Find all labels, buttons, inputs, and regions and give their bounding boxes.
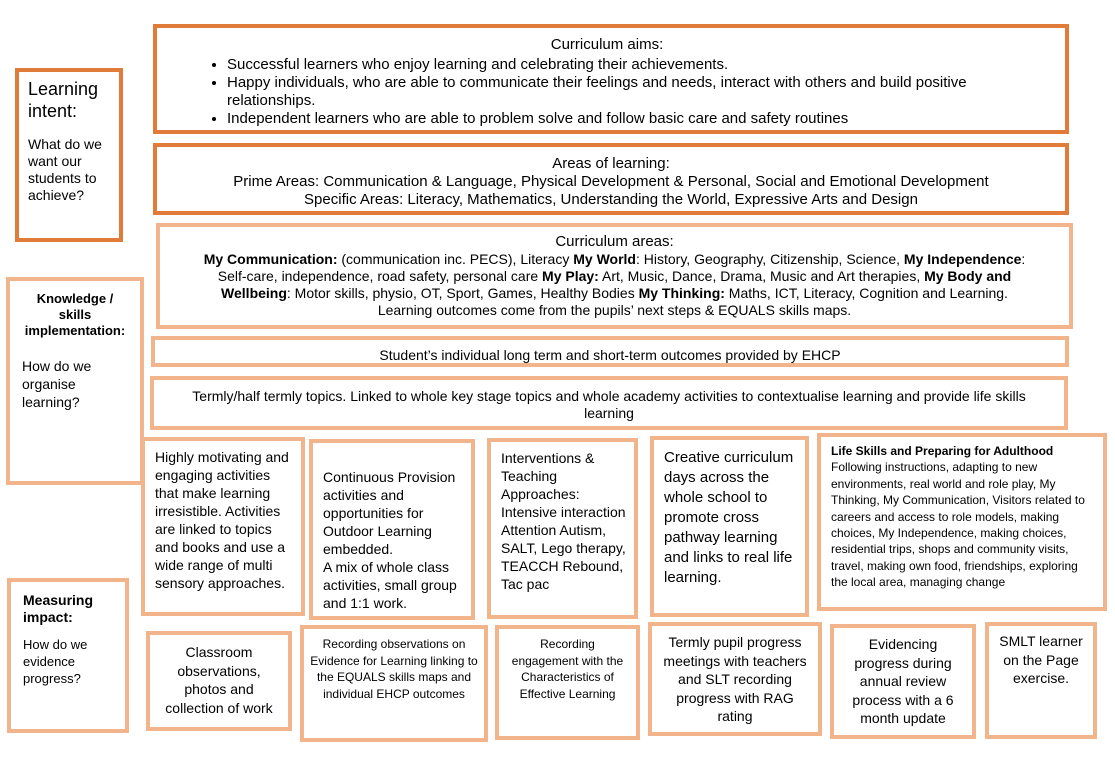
aims-item: • Happy individuals, who are able to communicate their feelings and needs, interact with others and build positive relationships.	[227, 74, 1047, 110]
curriculum-areas-box	[156, 223, 1073, 329]
implementation-question: How do we organise learning?	[22, 358, 92, 410]
impact-card	[985, 622, 1097, 739]
my-world-label: My World	[573, 251, 636, 267]
my-thinking-label: My Thinking:	[638, 285, 725, 301]
my-communication-label: My Communication:	[203, 251, 338, 267]
my-communication-text: (communication inc. PECS), Literacy	[337, 251, 574, 267]
impact-card-text: SMLT learner on the Page exercise.	[999, 633, 1083, 686]
implementation-card	[487, 438, 638, 619]
my-world-text: : History, Geography, Citizenship, Science,	[635, 251, 904, 267]
impact-card	[300, 625, 488, 742]
implementation-card-text: Highly motivating and engaging activities that make learning irresistible. Activities are linked to topics and books and use a wide range of multi sensory approaches.	[155, 449, 289, 591]
learning-intent-box	[15, 68, 123, 242]
curriculum-aims-box	[153, 24, 1069, 134]
specific-areas: Specific Areas: Literacy, Mathematics, Understanding the World, Expressive Arts and Design	[304, 191, 918, 208]
impact-card	[495, 625, 640, 740]
areas-of-learning-box	[153, 143, 1069, 215]
my-play-text: Art, Music, Dance, Drama, Music and Art therapies,	[598, 268, 925, 284]
impact-card-text: Termly pupil progress meetings with teachers and SLT recording progress with RAG rating	[663, 634, 807, 724]
my-play-label: My Play:	[542, 268, 599, 284]
aims-item: • Independent learners who are able to problem solve and follow basic care and safety routines	[227, 110, 1047, 128]
prime-areas: Prime Areas: Communication & Language, Physical Development & Personal, Social and Emotional Development	[233, 173, 989, 190]
implementation-title: Knowledge / skills implementation:	[24, 291, 126, 338]
my-independence-text: : Self-care, independence, road safety, personal care	[217, 251, 1026, 284]
aims-item: • Successful learners who enjoy learning and celebrating their achievements.	[227, 56, 1047, 74]
curriculum-aims-heading: Curriculum aims:	[550, 36, 664, 53]
implementation-card-text: Continuous Provision activities and opportunities for Outdoor Learning embedded. A mix of whole class activities, small group and 1:1 work.	[323, 469, 457, 611]
life-skills-title: Life Skills and Preparing for Adulthood	[831, 444, 1054, 458]
impact-card-text: Recording observations on Evidence for Learning linking to the EQUALS skills maps and individual EHCP outcomes	[310, 637, 478, 701]
life-skills-box	[817, 433, 1107, 611]
ehcp-outcomes-box	[151, 336, 1069, 367]
my-body-label: My Body and Wellbeing	[221, 268, 1012, 301]
measuring-impact-box	[7, 578, 129, 733]
impact-question: How do we evidence progress?	[23, 637, 88, 686]
implementation-card-text: Interventions & Teaching Approaches: Intensive interaction Attention Autism, SALT, Lego therapy, TEACCH Rebound, Tac pac	[501, 450, 626, 592]
impact-card	[830, 624, 976, 739]
my-independence-label: My Independence	[903, 251, 1022, 267]
curriculum-areas-text	[200, 251, 1029, 319]
my-body-text: : Motor skills, physio, OT, Sport, Games, Healthy Bodies	[286, 285, 639, 301]
learning-intent-title: Learning intent:	[28, 79, 99, 121]
impact-card-text: Classroom observations, photos and collection of work	[165, 644, 273, 716]
impact-card	[648, 622, 822, 736]
ehcp-outcomes-text: Student’s individual long term and short-term outcomes provided by EHCP	[379, 347, 841, 363]
learning-intent-question: What do we want our students to achieve?	[28, 136, 102, 203]
implementation-box	[6, 277, 144, 485]
impact-card-text: Evidencing progress during annual review process with a 6 month update	[852, 636, 954, 726]
impact-card	[146, 631, 292, 731]
my-thinking-text: Maths, ICT, Literacy, Cognition and Learning. Learning outcomes come from the pupils’ next steps & EQUALS skills maps.	[377, 285, 1008, 318]
impact-title: Measuring impact:	[23, 592, 94, 625]
curriculum-areas-heading: Curriculum areas:	[555, 233, 674, 250]
topics-text: Termly/half termly topics. Linked to whole key stage topics and whole academy activities to contextualise learning and provide life skills learning	[192, 388, 1026, 421]
implementation-card	[650, 436, 809, 617]
curriculum-aims-list	[167, 56, 1047, 128]
implementation-card	[309, 439, 475, 620]
impact-card-text: Recording engagement with the Characteristics of Effective Learning	[511, 637, 624, 701]
topics-box	[150, 376, 1068, 430]
life-skills-text: Following instructions, adapting to new environments, real world and role play, My Thinking, My Communication, Visitors related to careers and access to role models, making choices, My Independence, making choices, residential trips, shops and community visits, travel, making own food, friendships, exploring the local area, managing change	[831, 460, 1085, 590]
implementation-card	[141, 437, 305, 616]
implementation-card-text: Creative curriculum days across the whole school to promote cross pathway learning and links to real life learning.	[664, 449, 794, 586]
areas-heading: Areas of learning:	[552, 155, 670, 172]
